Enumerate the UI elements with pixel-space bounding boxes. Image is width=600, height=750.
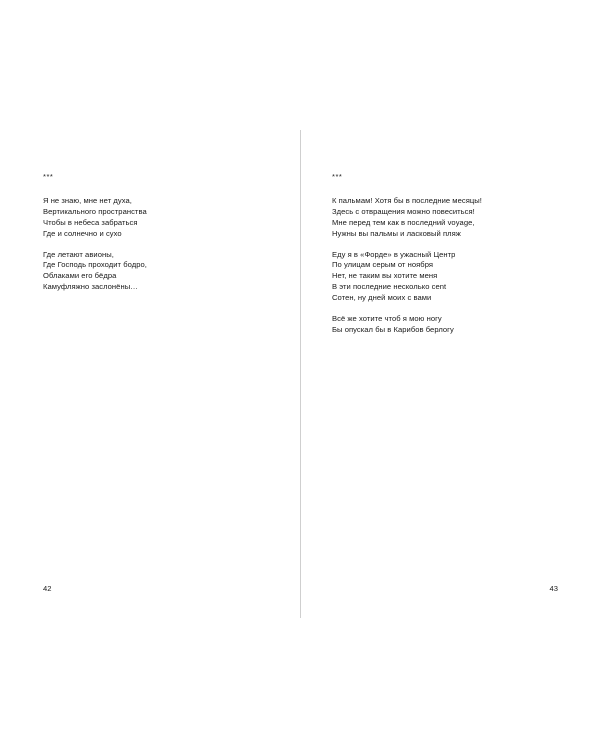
right-page <box>300 0 600 750</box>
stanza-2 <box>332 250 482 305</box>
poem-asterism: *** <box>43 172 54 181</box>
poem-line: Нужны вы пальмы и ласковый пляж <box>332 228 461 238</box>
poem-right <box>332 172 482 346</box>
poem-line: К пальмам! Хотя бы в последние месяцы! <box>332 195 482 205</box>
poem-line: Нет, не таким вы хотите меня <box>332 271 438 281</box>
stanza-2 <box>43 250 147 294</box>
poem-line: По улицам серым от ноября <box>332 260 434 270</box>
stanza-1 <box>332 196 482 240</box>
poem-line: Бы опускал бы в Карибов берлогу <box>332 324 454 334</box>
poem-line: Камуфляжно заслонёны… <box>43 282 138 292</box>
poem-line: Еду я в «Форде» в ужасный Центр <box>332 249 456 259</box>
page-number-left: 42 <box>43 584 52 593</box>
poem-line: Мне перед тем как в последний voyage, <box>332 217 475 227</box>
poem-left <box>43 172 147 303</box>
poem-line: Облаками его бёдра <box>43 271 117 281</box>
poem-line: Всё же хотите чтоб я мою ногу <box>332 314 442 324</box>
poem-line: Чтобы в небеса забраться <box>43 217 138 227</box>
poem-line: Где Господь проходит бодро, <box>43 260 147 270</box>
poem-line: Сотен, ну дней моих с вами <box>332 293 432 303</box>
poem-line: В эти последние несколько cent <box>332 282 447 292</box>
poem-line: Где летают авионы, <box>43 249 114 259</box>
stanza-1 <box>43 196 147 240</box>
poem-line: Где и солнечно и сухо <box>43 228 122 238</box>
poem-asterism: *** <box>332 172 343 181</box>
stanza-3 <box>332 314 482 336</box>
poem-line: Вертикального пространства <box>43 206 147 216</box>
page-number-right: 43 <box>549 584 558 593</box>
poem-line: Здесь с отвращения можно повеситься! <box>332 206 475 216</box>
poem-line: Я не знаю, мне нет духа, <box>43 195 132 205</box>
